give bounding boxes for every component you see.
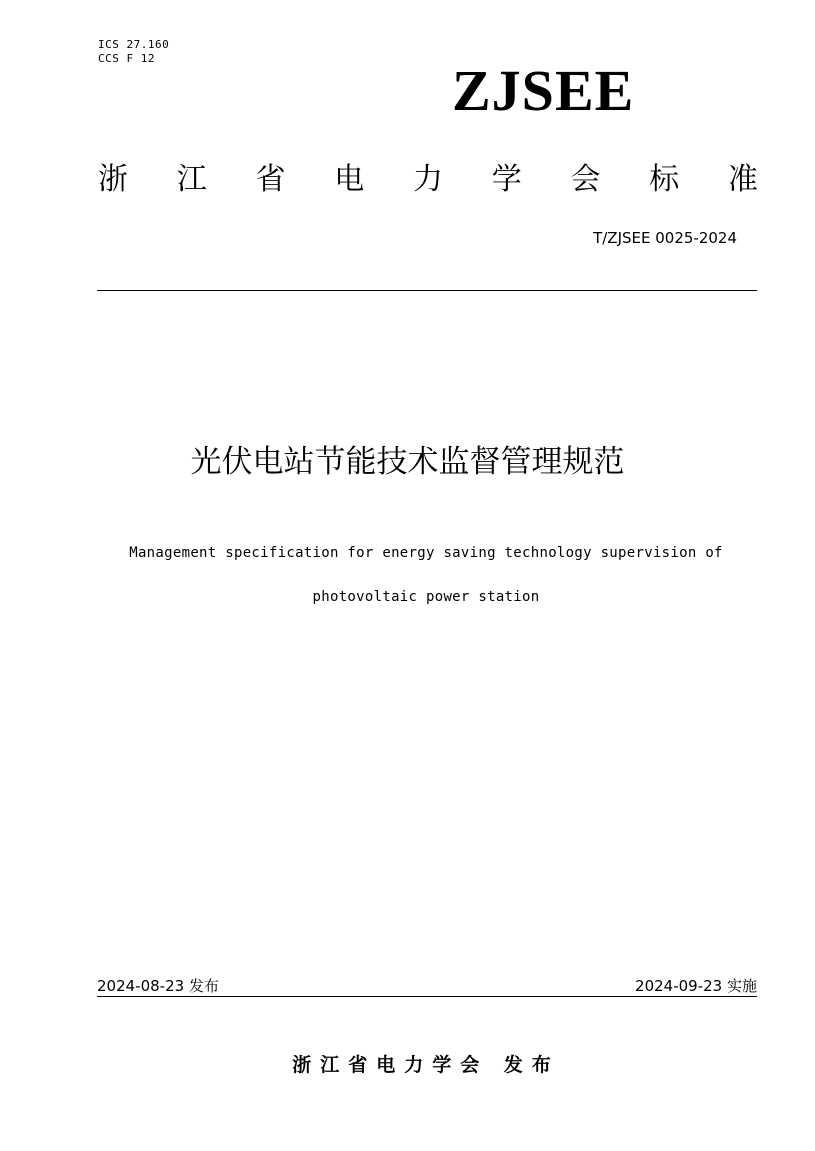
org-title-char: 省	[255, 162, 286, 197]
zjsee-logo: ZJSEE	[452, 58, 635, 123]
document-title-chinese: 光伏电站节能技术监督管理规范	[190, 444, 625, 480]
ics-code: ICS 27.160	[98, 38, 170, 51]
org-title-char: 江	[176, 162, 207, 197]
org-title-char: 会	[570, 162, 601, 197]
header-divider	[97, 290, 757, 291]
org-title-char: 电	[334, 162, 365, 197]
org-title-char: 力	[413, 162, 443, 197]
org-title-char: 学	[491, 162, 522, 197]
implementation-date: 2024-09-23 实施	[635, 977, 757, 995]
org-title-char: 准	[728, 162, 758, 197]
footer-divider	[97, 996, 757, 997]
document-title-english-line-2: photovoltaic power station	[312, 589, 540, 605]
document-title-english-line-1: Management specification for energy saving technology supervision of	[129, 545, 723, 561]
ccs-code: CCS F 12	[98, 52, 155, 65]
publisher: 浙江省电力学会 发布	[292, 1054, 560, 1076]
publish-date: 2024-08-23 发布	[97, 977, 219, 995]
org-title-char: 标	[649, 162, 680, 197]
org-title-char: 浙	[98, 162, 128, 197]
organization-standard-title	[98, 158, 758, 202]
standard-number: T/ZJSEE 0025-2024	[593, 229, 737, 247]
